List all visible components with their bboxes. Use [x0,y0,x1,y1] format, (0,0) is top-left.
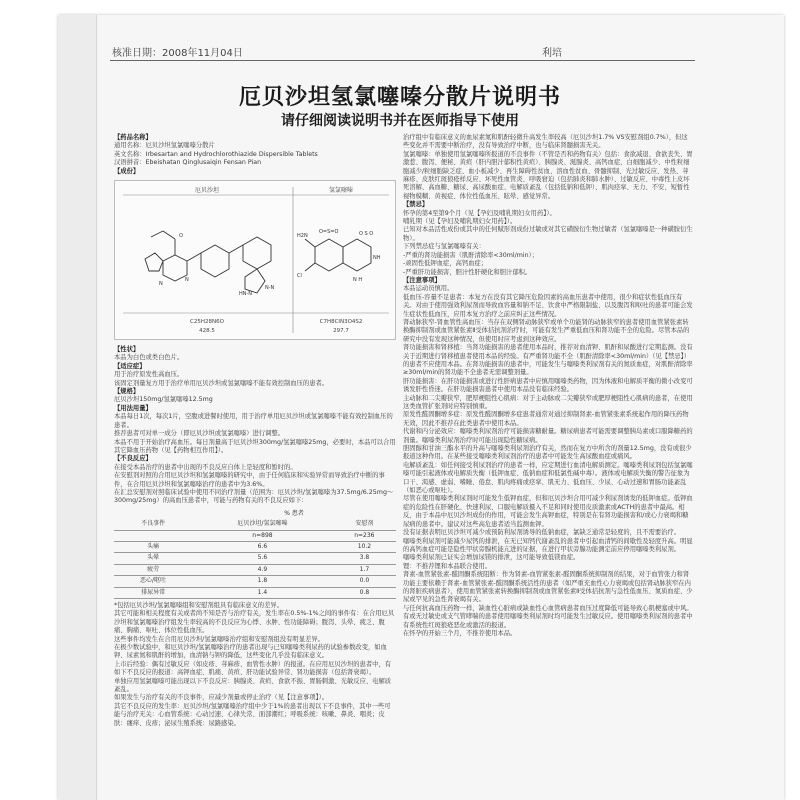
formula-left: C25H28N6O [190,319,224,326]
table-cell: 6.6 [192,541,333,552]
table-header: 不良事件 [114,519,192,530]
paragraph: 其它可能和相关程度有关或者尚不知是否与治疗有关，发生率在0.5%-1%之间的事件有：在合用厄贝沙坦和氢氯噻嗪治疗组发生率较高的不良反应为心悸、水肿、性功能障碍；腹泻、头晕、疲乏、腹痛、胸痛、呕吐、体位性低血压。 [114,610,395,635]
table-cell: 10.2 [333,541,396,552]
paragraph: 哺乳期（见【孕妇及哺乳期妇女用药】）。 [403,218,517,226]
paragraph: 尽管在使用噻嗪类利尿剂时可能发生低钾血症，但和厄贝沙坦合用可减少利尿剂诱发的低钾血症。低钾血症的危险性在肝硬化、快速利尿、口服电解质摄入不足和同时使用皮质激素或ACTH的患者中最高。相反，由于本品中厄贝沙坦成份的作用，可能会发生高钾血症，特别是在有肾功能损害和/或心力衰竭和糖尿病的患者中。建议对这些高危患者适当监测血钾。 [403,495,693,528]
table-cell: 1.8 [192,576,333,587]
paragraph: 在接受本品治疗的患者中出现的不良反应自体上是轻度和暂时的。 [114,463,297,471]
table-cell: 0.8 [333,587,396,598]
section-heading: 【用法用量】 [114,404,152,412]
paragraph: 低血压-容量不足患者：本复方在没有其它降压危险因素的高血压患者中使用，很少和症状性低血压有关。对由于使用强效利尿剂而导致血容量和钠不足、饮食中严格限制盐、以及腹泻和呕吐的患者可能会发生症状性低血压，应用本复方治疗之前应纠正这些情况。 [403,293,693,318]
paragraph: 噻嗪类利尿剂可能减少尿钙的排泄，在无已知钙代谢紊乱的患者中引起血清钙的间歇性及轻度升高。明显的高钙血症可能是隐性甲状旁腺机能亢进的证据，在进行甲状旁腺功能测定前应停用噻嗪类利尿剂。 [403,537,693,553]
structural-formula-image [115,181,397,339]
paragraph: 这些事件均发生在合用厄贝沙坦/氢氯噻嗪治疗组和安慰剂组没有明显差异。 [114,635,324,643]
paragraph: 肾动脉狭窄-肾血管性高血压：当存在双侧肾动脉狭窄或单个功能肾的动脉狭窄的患者使用血管紧张素转换酶抑制剂或血管紧张素Ⅱ受体拮抗剂治疗时，可能有发生严重低血压和肾功能不全的危险。尽管本品的研究中没有发现这种情况，但使用时应考虑到这种效应。 [403,318,690,343]
table-cell: 1.7 [333,564,396,575]
table-cell: 排尿异常 [114,587,192,598]
svg-text:N: N [159,281,163,288]
paragraph: 代谢和内分泌效应：噻嗪类利尿剂治疗可能损害糖耐量。糖尿病患者可能需要调整胰岛素或口服降糖药的剂量。噻嗪类利尿剂治疗时可能出现隐性糖尿病。 [403,428,693,444]
section-heading: 【成份】 [114,167,140,175]
paragraph: 本品每日1次，每次1片，空腹或进餐时使用，用于治疗单用厄贝沙坦或氢氯噻嗪不能有效控制血压的患者。 [114,413,393,429]
svg-text:NH: NH [373,255,381,262]
table-body [114,541,396,598]
paragraph: 用于治疗原发性高血压。 [114,371,184,379]
paragraph: 噻嗪类利尿剂已证实会增加尿镁的排泄，这可能导致低镁血症。 [403,554,580,562]
paragraph: 治疗组中有临床意义的血尿素氮和肌酐轻微升高发生率较高（厄贝沙坦1.7% VS安慰剂组0.7%），但这些变化并不需要中断治疗，没有导致治疗中断，也与临床肾髓损害无关。 [403,134,688,150]
formula-right: C7H8ClN3O4S2 [319,319,363,326]
paragraph: 原发性醛固酮增多症：原发性醛固酮增多症患者通常对通过抑制肾素-血管紧张素系统起作用的降压药物无效，因此不推荐在此类患者中使用本品。 [403,411,689,427]
paragraph: 电解质紊乱：如任何接受利尿剂治疗的患者一样，应定期进行血清电解质测定。噻嗪类利尿剂包括氢氯噻嗪可能引起液体或电解质失衡（低钾血症、低钠血症和低氯性碱中毒）。液体或电解质失衡的警告征象为口干、渴感、虚弱、嗜睡、倦怠、肌肉疼痛或痉挛、肌无力、低血压、少尿、心动过速和胃肠功能紊乱（如恶心或呕吐）。 [403,461,693,495]
table-row [114,553,396,564]
table-note: *包括厄贝沙坦/氢氯噻嗪组和安慰剂组具有临床意义的差异。 [114,602,283,609]
svg-text:N: N [185,277,189,284]
table-cell: 头痛 [114,541,192,552]
table-cell: 3.8 [333,553,396,564]
hydrochlorothiazide-structure [305,239,371,271]
paragraph: 锂：不推荐锂和本品联合使用。 [403,562,492,570]
table-cell: n=898 [192,530,333,541]
paragraph: 上市后经验：偶有过敏反应（如皮疹、荨麻疹、血管性水肿）的报道。在应用厄贝沙坦的患者中，有如下不良反应的报道：高钾血症、肌痛、黄疸、肝功能试验异常、肾功能损害（包括肾衰竭）。 [114,660,392,677]
section-heading: 【药品名称】 [114,134,152,141]
section-heading: 【注意事项】 [403,276,441,284]
mw-right: 297.7 [333,328,349,335]
section-heading: 【规格】 [114,388,140,396]
paragraph: 肝功能损害：在肝功能损害或进行性肝病患者中应慎用噻嗪类药物，因为体液和电解质平衡的微小改变可诱发肝性昏迷。在肝功能损害患者中使用本品没有临床经验。 [403,377,693,394]
section-heading: 【性状】 [114,346,140,354]
paragraph: 有或无过敏史或支气管哮喘的患者使用噻嗪类利尿剂时均可能发生过敏反应。使用噻嗪类利尿剂的患者中有系统性红斑狼疮恶化或激活的报道。 [403,613,693,629]
svg-text:O=S=O: O=S=O [319,229,339,236]
paragraph: 肾素-血管紧张素-醛固酮系统阻断：作为肾素-血管紧张素-醛固酮系统抑制剂的结果，对于血管张力和肾功能主要依赖于肾素-血管紧张素-醛固酮系统活性的患者（如严重充血性心力衰竭或包括肾动脉狭窄在内的肾脏疾病患者），使用血管紧张素转换酶抑制剂或血管紧张素Ⅱ受体拮抗剂与急性低血压、氮质血症、少尿或罕见的急性肾衰竭有关。 [403,571,693,604]
paragraph: 没有证据表明厄贝沙坦可减少或预防利尿剂诱导的低钠血症，氯缺乏通常是轻度的，且不需要治疗。 [403,529,681,537]
document-title: 厄贝沙坦氢氯噻嗪分散片说明书 [238,85,561,110]
leaflet-fold [58,15,97,800]
svg-text:O: O [179,233,183,240]
table-header: 厄贝沙坦/氢氯噻嗪 [192,519,333,530]
paragraph: 其它不良反应的发生率：厄贝沙坦/氢氯噻嗪治疗组中少于1%的患者出现以下不良事件，其中一些可能与治疗无关：心血管系统：心动过速、心律失常、面部潮红；呼吸系统：咳嗽、鼻炎、咽炎；皮肤：瘙痒、皮疹；泌尿生殖系统：尿路感染。 [114,702,391,727]
paragraph: 在安慰剂对照的合用厄贝沙坦和氢氯噻嗪的研究中，由于任何临床和实验异常而导致治疗中断的事件，在合用厄贝沙坦和氢氯噻嗪治疗的患者中为3.6%。 [114,472,385,488]
section-heading: 【禁忌】 [403,201,429,209]
svg-text:H2N: H2N [297,233,308,240]
table-cell: 5.6 [192,553,333,564]
paragraph: -严重的肾功能损害（肌酐清除率<30ml/min）； [403,251,539,259]
table-cell: 1.4 [192,587,333,598]
table-caption: % 患者 [284,509,304,517]
left-column [114,134,396,728]
header-rule [110,60,695,61]
table-header: 安慰剂 [333,519,396,530]
table-cell: 0.0 [333,576,396,587]
adverse-events-table [114,509,396,599]
right-column [403,134,693,638]
table-cell: 恶心/呕吐 [114,576,192,587]
table-cell: n=236 [333,530,396,541]
table-row [114,576,396,587]
paragraph: -顽固性低钾血症，高钙血症； [403,260,488,268]
approval-date: 核准日期：2008年11月04日 [112,48,243,59]
irbesartan-structure [145,231,271,293]
brand-name: 利培 [542,48,562,59]
paragraph: 胆固醇和甘油三酯水平的升高与噻嗪类利尿剂治疗有关，然而在复方中所含的剂量12.5mg，没有或很少报道这种作用。在某些接受噻嗪类利尿剂治疗的患者中可能发生高尿酸血症或痛风。 [403,445,692,461]
paragraph: 英文名称：Irbesartan and Hydrochlorothiazide Dispersible Tablets [114,150,318,158]
paragraph: 单独应用氢氯噻嗪可能出现以下不良反应：胰腺炎、黄疸、食欲不振、胃肠刺激、光敏反应、电解质紊乱。 [114,677,392,694]
paragraph: 与任何抗高血压药物一样，缺血性心脏病或缺血性心血管病患者血压过度降低可能导致心肌梗塞或中风。 [403,604,693,612]
paragraph: 怀孕的第4至第9个月（见【孕妇及哺乳期妇女用药】）。 [403,209,556,217]
paragraph: 本品不用于开始治疗高血压。每日剂量高于厄贝沙坦300mg/氢氯噻嗪25mg，必要时，本品可以合用其它降血压药物（见【药物相互作用】）。 [114,438,396,454]
indications-section [114,346,396,506]
table-row [114,564,396,575]
paragraph: 下列禁忌症与氢氯噻嗪有关： [403,243,485,251]
paragraph: 厄贝沙坦150mg/氢氯噻嗪12.5mg [114,396,213,404]
paragraph: 汉语拼音：Ebeishatan Qinglusaiqin Fensan Pian [114,159,262,167]
paragraph: -严重肝功能损害，胆汁性肝硬化和胆汁郁积。 [403,268,532,276]
paragraph: 该固定剂量复方用于治疗单用厄贝沙坦或氢氯噻嗪不能有效控制血压的患者。 [114,379,329,387]
table-row [114,587,396,598]
structure-diagram [114,180,396,340]
paragraph: 主动脉和二尖瓣狭窄，肥厚梗阻性心肌病：对于主动脉或二尖瓣狭窄或肥厚梗阻性心肌病的患者，在使用这类血管扩张剂时应特别慎重。 [403,394,693,410]
paragraph: 如果发生与治疗有关的不良事件，应减少剂量或停止治疗（见【注意事项】）。 [114,694,329,702]
section-heading: 【不良反应】 [114,455,152,463]
paragraph: 在怀孕的开始三个月，不推荐使用本品。 [403,629,517,637]
table-cell [114,530,192,541]
paragraph: 在极少数试验中，和厄贝沙坦/氢氯噻嗪治疗的患者出现与已知噻嗪类利尿药的试验参数改变，如血钾、尿素氮和肌酐的增加，血清钠与钾的降低，这些变化几乎没有临床意义。 [114,644,387,660]
structure-header-left: 厄贝沙坦 [194,187,220,195]
svg-text:N-N: N-N [265,285,275,292]
table-cell: 头晕 [114,553,192,564]
paragraph: 氢氯噻嗪：单独使用氢氯噻嗪所报道的不良事件（不管是否和药物有关）包括：食欲减退、食欲丧失、胃激惹、腹泻、便秘、黄疸（肝内胆汁郁积性黄疸）、胰腺炎、涎腺炎、高钙血症、白细胞减少、中性粒细胞减少/粒细胞缺乏症、血小板减少、再生障碍性贫血、溶血性贫血、骨髓抑制、光过敏反应、发热、荨麻疹、皮肤红斑狼疮样反应、坏死性血管炎、呼吸窘迫（包括肺炎和肺水肿）、过敏反应、中毒性上皮坏死溶解、高血糖、糖尿、高尿酸血症、电解质紊乱（包括低钠和低钾）、肌肉痉挛、无力、不安、短暂性视物模糊、黄视症、体位性低血压、眩晕、感觉异常。 [403,150,693,200]
table-cell: 4.9 [192,564,333,575]
structure-header-right: 氢氯噻嗪 [328,187,354,195]
document-subtitle: 请仔细阅读说明书并在医师指导下使用 [281,113,519,129]
paragraph: 在汇总安慰剂对照临床试验中使用不同治疗剂量（范围为：厄贝沙坦/氢氯噻嗪为37.5mg/6.25mg～300mg/25mg）的高血压患者中，可能与药物有关的不良反应如下： [114,488,394,505]
table-row [114,541,396,552]
paragraph: 通用名称：厄贝沙坦氢氯噻嗪分散片 [114,142,215,150]
paragraph: 本品为白色或类白色片。 [114,354,184,362]
drug-name-section [114,134,396,176]
table-cell: 疲劳 [114,564,192,575]
paragraph: 推荐患者可对单一成分（即厄贝沙坦或氢氯噻嗪）进行调整。 [114,430,285,438]
mw-left: 428.5 [199,328,215,335]
paragraph: 肾功能损害和肾移植：当肾功能损害的患者使用本品时，推荐对血清钾、肌酐和尿酸进行定期监测。没有关于近期进行肾移植患者使用本品的经验。有严重肾功能不全（肌酐清除率<30ml/min）（见【禁忌】）的患者不应使用本品。在肾功能损害的患者中，可能发生与噻嗪类利尿剂有关的氮质血症，对肌酐清除率≥30ml/min的肾功能不全患者无需调整剂量。 [403,344,693,377]
paragraph: 已知对本品活性成份或其中的任何赋形剂成份过敏或对其它磺胺衍生物过敏者（氢氯噻嗪是一种磺胺衍生物）。 [403,226,693,242]
paragraph: 本品运动员慎用。 [403,285,454,293]
svg-text:HN-N: HN-N [239,291,253,298]
svg-text:O S O: O S O [359,231,374,238]
svg-text:Cl: Cl [297,273,302,280]
adverse-reactions-continued [114,610,396,728]
svg-text:N H: N H [353,277,363,284]
section-heading: 【适应症】 [114,362,146,370]
